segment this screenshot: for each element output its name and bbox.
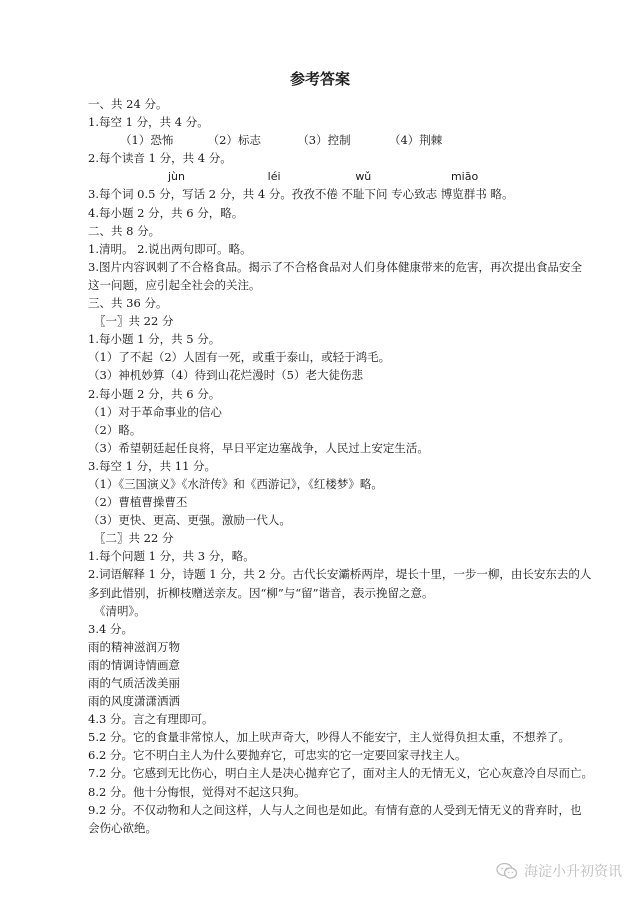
section-heading: 二、共 8 分。 (88, 223, 161, 238)
answer-line: 8.2 分。他十分悔恨，觉得对不起这只狗。 (88, 784, 306, 799)
pinyin-item: léi (267, 170, 281, 184)
answer-line: （2）略。 (88, 422, 142, 437)
answer-line: 3.每个词 0.5 分，写话 2 分，共 4 分。孜孜不倦 不耻下问 专心致志 博览群书 略。 (88, 187, 514, 202)
answer-line: 雨的情调诗情画意 (88, 657, 180, 672)
watermark-text: 海淀小升初资讯 (524, 864, 622, 880)
word-item: （2）标志 (207, 133, 261, 148)
subsection-heading: 〖一〗共 22 分 (94, 314, 174, 329)
answer-line: （1）《三国演义》《水浒传》和《西游记》，《红楼梦》略。 (88, 476, 383, 491)
watermark (496, 861, 622, 881)
answer-line: 雨的精神滋润万物 (88, 639, 180, 654)
pinyin-row (88, 167, 588, 185)
answer-line: 《清明》。 (94, 603, 146, 618)
section-heading: 三、共 36 分。 (88, 296, 168, 311)
wechat-icon (496, 862, 518, 880)
answer-line: 2.每小题 2 分，共 6 分。 (88, 386, 221, 401)
word-item: （1）恐怖 (120, 133, 174, 148)
answer-line: 3.图片内容讽刺了不合格食品。揭示了不合格食品对人们身体健康带来的危害，再次提出食品安全 (88, 259, 582, 274)
answer-line: 1.每小题 1 分，共 5 分。 (88, 332, 221, 347)
answer-line: 1.清明。 2.说出两句即可。略。 (88, 241, 252, 256)
answer-line: 会伤心欲绝。 (88, 820, 157, 835)
answer-line: 1.每空 1 分，共 4 分。 (88, 115, 209, 130)
words-row (88, 131, 588, 149)
answer-line: （2）曹植曹操曹丕 (88, 495, 188, 510)
pinyin-item: miāo (450, 170, 479, 184)
answer-line: 6.2 分。它不明白主人为什么要抛弃它，可忠实的它一定要回家寻找主人。 (88, 748, 467, 763)
word-item: （3）控制 (297, 133, 351, 148)
answer-line: 4.每小题 2 分，共 6 分，略。 (88, 205, 244, 220)
section-heading: 一、共 24 分。 (88, 97, 168, 111)
pinyin-item: jùn (168, 170, 185, 184)
subsection-heading: 〖二〗共 22 分 (94, 531, 174, 546)
answer-line: （3）希望朝廷起任良将，早日平定边塞战争，人民过上安定生活。 (88, 440, 429, 455)
answer-line: 7.2 分。它感到无比伤心，明白主人是决心抛弃它了，面对主人的无情无义，它心灰意冷自尽而亡。 (88, 766, 593, 781)
answer-line: 这一问题，应引起全社会的关注。 (88, 277, 261, 292)
answer-line: 3.4 分。 (88, 621, 133, 636)
answer-line: 雨的气质活泼美丽 (88, 676, 180, 690)
answer-line: （1）对于革命事业的信心 (88, 404, 222, 419)
answer-line: （3）更快、更高、更强。激励一代人。 (88, 513, 291, 528)
answer-line: 2.词语解释 1 分，诗题 1 分，共 2 分。古代长安灞桥两岸，堤长十里，一步一柳，由长安东去的人 (88, 567, 592, 582)
answer-line: 4.3 分。言之有理即可。 (88, 712, 214, 727)
answer-line: 1.每个问题 1 分，共 3 分，略。 (88, 549, 255, 564)
answer-line: 雨的风度潇潇洒洒 (88, 694, 180, 709)
pinyin-item: wǔ (355, 170, 372, 184)
answer-content (88, 95, 593, 837)
answer-line: 多到此惜别，折柳枝赠送亲友。因“柳”与“留”谐音，表示挽留之意。 (88, 585, 434, 600)
page-title: 参考答案 (289, 70, 350, 88)
answer-line: （3）神机妙算（4）待到山花烂漫时（5）老大徒伤悲 (88, 368, 363, 383)
answer-line: 5.2 分。它的食量非常惊人，加上吠声奇大，吵得人不能安宁，主人觉得负担太重，不想养了。 (88, 730, 570, 745)
answer-line: （1）了不起（2）人固有一死，或重于泰山，或轻于鸿毛。 (88, 350, 391, 365)
answer-line: 3.每空 1 分，共 11 分。 (88, 458, 217, 473)
answer-line: 2.每个读音 1 分，共 4 分。 (88, 151, 232, 166)
word-item: （4）荆棘 (388, 133, 443, 148)
answer-line: 9.2 分。不仅动物和人之间这样，人与人之间也是如此。有情有意的人受到无情无义的背弃时，也 (88, 802, 582, 817)
